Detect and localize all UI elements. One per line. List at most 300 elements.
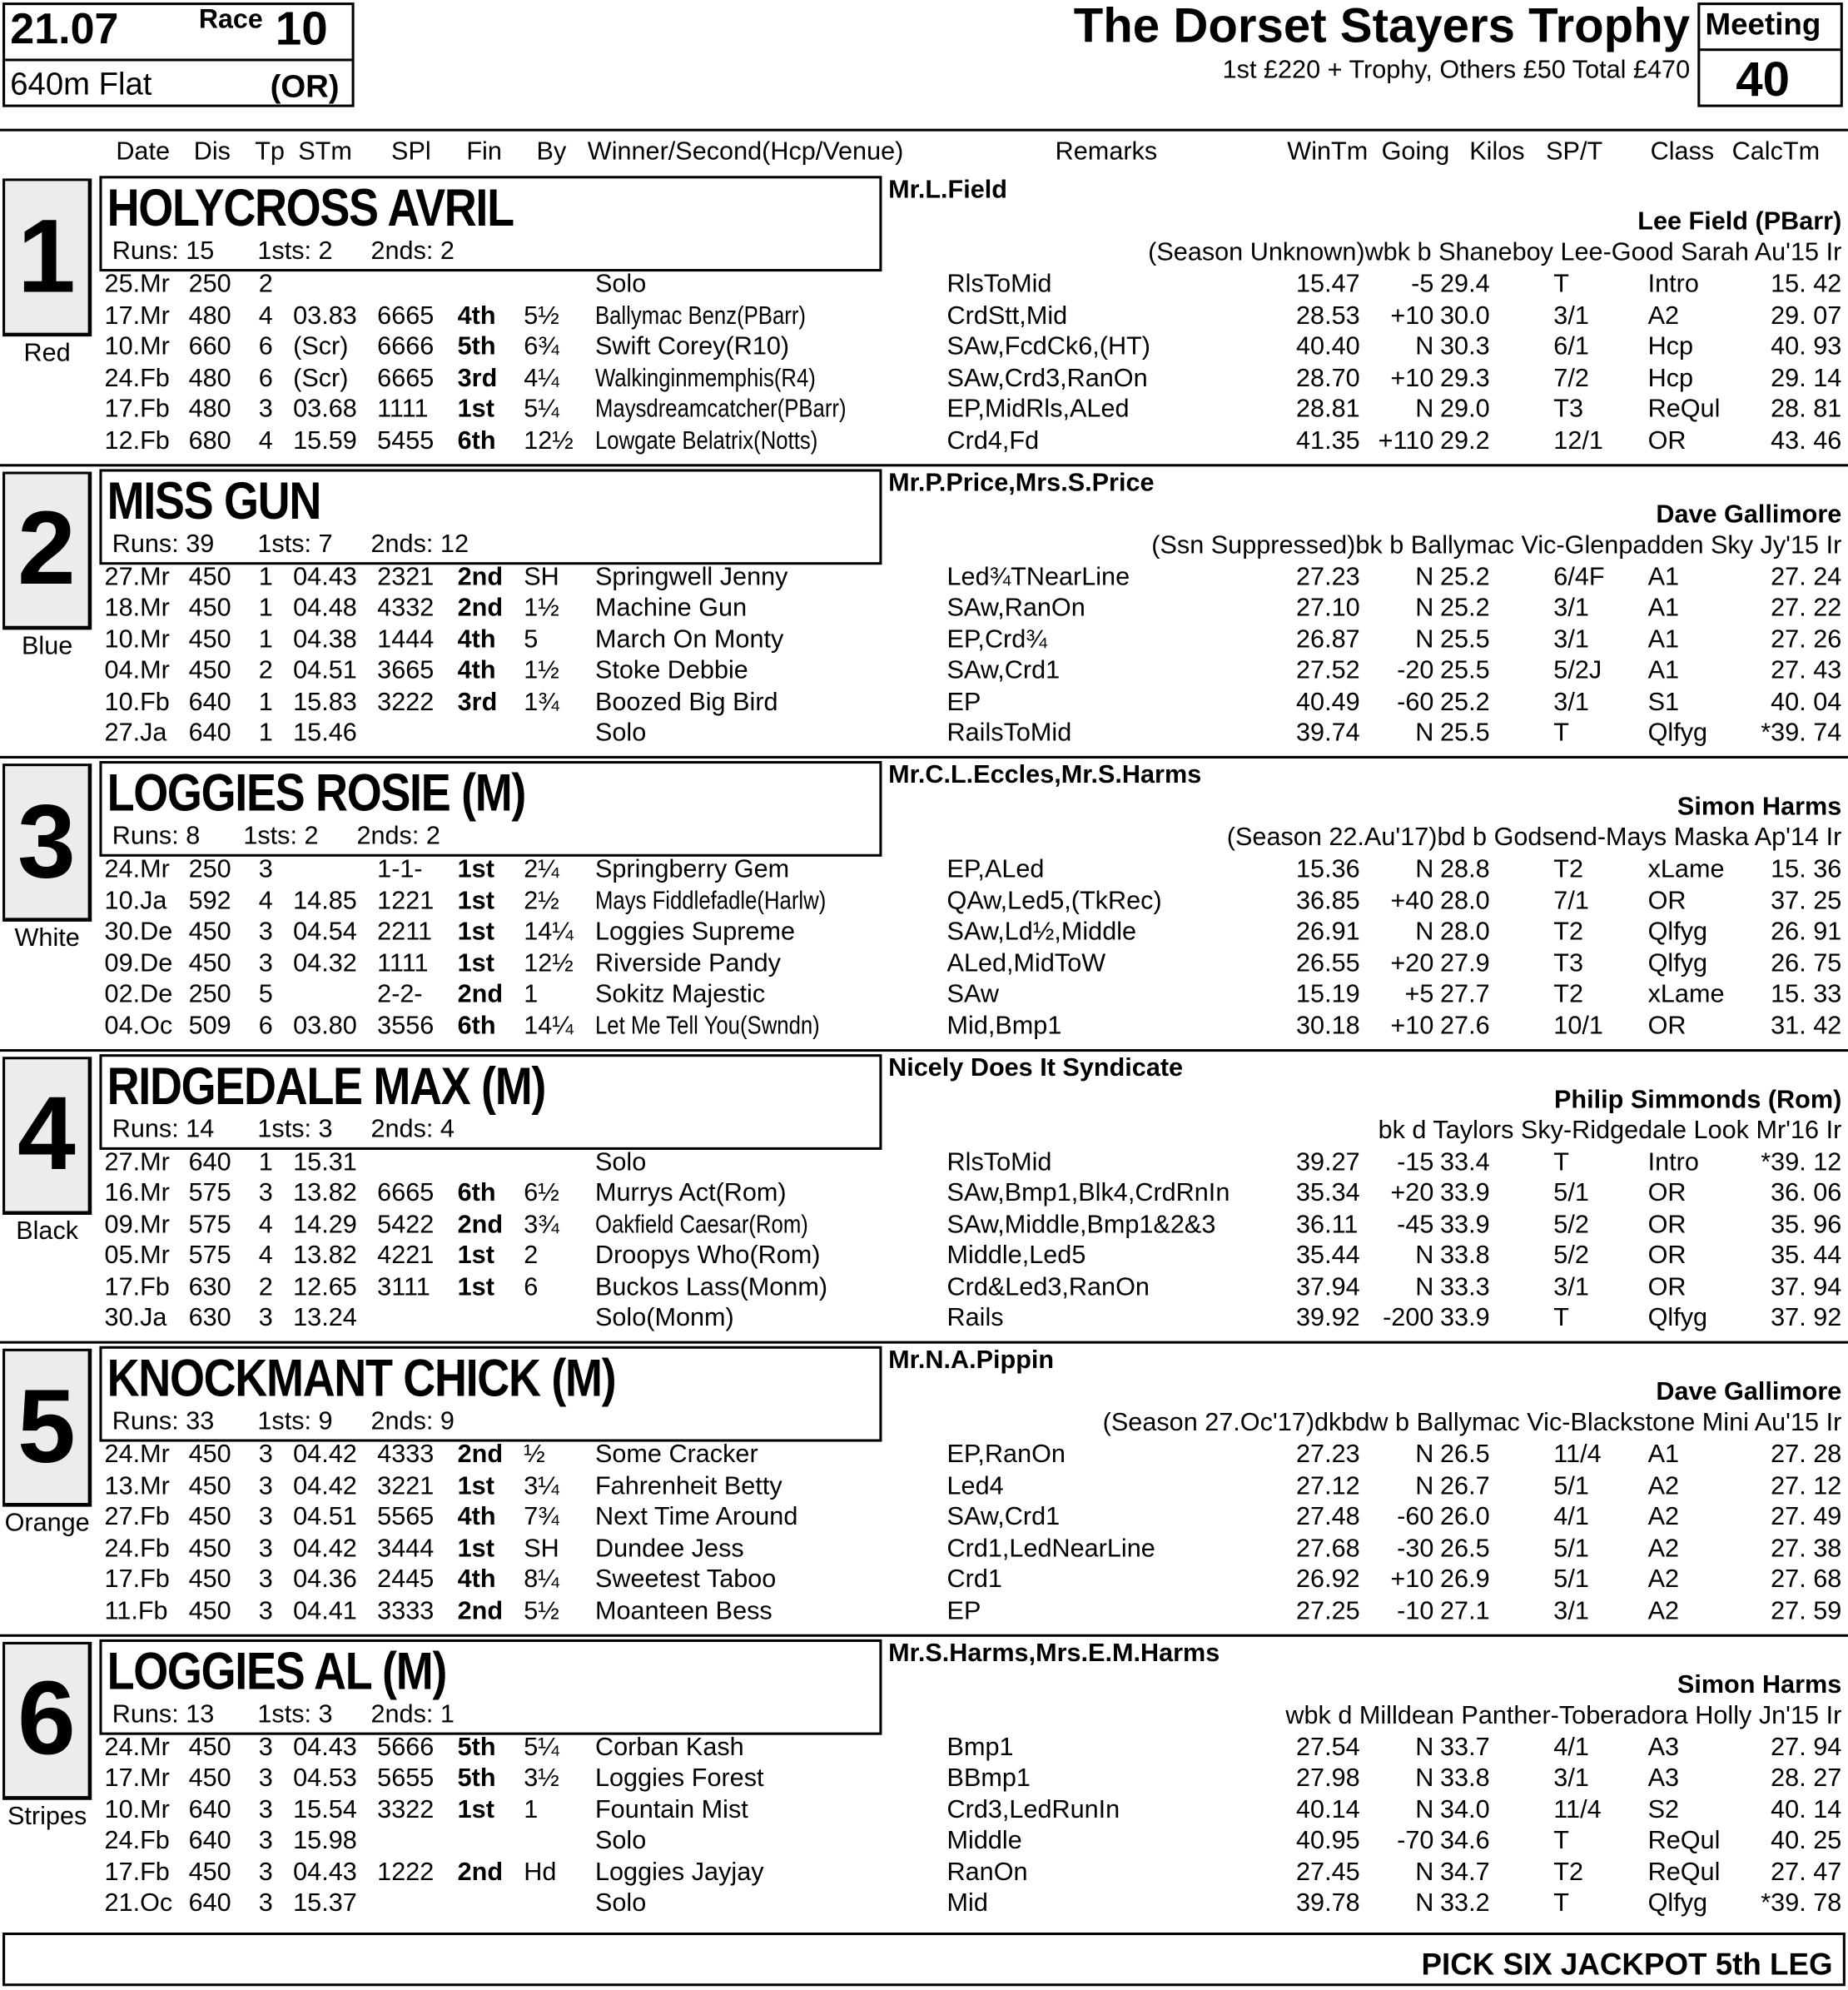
form-going: -30 bbox=[1397, 1534, 1434, 1563]
form-date: 04.Oc bbox=[104, 1011, 173, 1040]
form-winner: Droopys Who(Rom) bbox=[594, 1241, 821, 1270]
form-row bbox=[0, 333, 1848, 365]
form-class: Qlfyg bbox=[1647, 1304, 1708, 1332]
form-going: N bbox=[1415, 1795, 1434, 1824]
form-going: N bbox=[1415, 395, 1434, 424]
form-tp: 3 bbox=[258, 918, 273, 947]
form-winner: Loggies Supreme bbox=[594, 918, 796, 947]
form-going: -5 bbox=[1411, 270, 1434, 299]
form-date: 10.Mr bbox=[104, 332, 170, 361]
form-fin: 1st bbox=[457, 855, 494, 883]
form-class: A2 bbox=[1647, 301, 1680, 330]
form-date: 17.Fb bbox=[104, 395, 170, 424]
form-stm: (Scr) bbox=[293, 332, 349, 361]
form-spt: T bbox=[1553, 719, 1569, 748]
form-tp: 3 bbox=[258, 1503, 273, 1531]
form-stm: 15.46 bbox=[293, 719, 357, 748]
form-remarks: EP bbox=[946, 1596, 981, 1625]
form-remarks: EP bbox=[946, 687, 981, 716]
col-winner: Winner/Second(Hcp/Venue) bbox=[587, 137, 904, 167]
form-stm: 14.85 bbox=[293, 886, 357, 915]
form-fin: 2nd bbox=[457, 1210, 504, 1239]
footer-box bbox=[2, 1933, 1846, 1986]
form-calctm: 27. 49 bbox=[1771, 1503, 1842, 1531]
form-tp: 1 bbox=[258, 719, 273, 748]
form-tp: 3 bbox=[258, 1764, 273, 1793]
form-kilos: 26.5 bbox=[1440, 1534, 1490, 1563]
form-by: 4¼ bbox=[524, 364, 559, 392]
col-kilos: Kilos bbox=[1469, 137, 1525, 167]
form-row bbox=[0, 1472, 1848, 1504]
form-by: 5½ bbox=[524, 1596, 559, 1625]
form-dis: 575 bbox=[188, 1179, 231, 1207]
form-stm: 13.24 bbox=[293, 1304, 357, 1332]
form-kilos: 33.9 bbox=[1440, 1179, 1490, 1207]
form-stm: 13.82 bbox=[293, 1179, 357, 1207]
dog-name-box bbox=[99, 761, 882, 857]
form-tp: 3 bbox=[258, 1795, 273, 1824]
col-fin: Fin bbox=[466, 137, 502, 167]
form-stm: 04.38 bbox=[293, 624, 357, 654]
form-fin: 6th bbox=[457, 426, 496, 455]
form-dis: 575 bbox=[188, 1210, 231, 1239]
form-going: N bbox=[1415, 719, 1434, 748]
trap-colour: Orange bbox=[4, 1509, 90, 1538]
form-class: S1 bbox=[1647, 687, 1680, 716]
form-wintm: 35.44 bbox=[1296, 1241, 1360, 1270]
form-by: ½ bbox=[524, 1440, 545, 1469]
form-kilos: 29.2 bbox=[1440, 426, 1490, 455]
form-going: +10 bbox=[1390, 1011, 1434, 1040]
form-calctm: 37. 25 bbox=[1771, 886, 1842, 915]
form-wintm: 28.81 bbox=[1296, 395, 1360, 424]
form-row bbox=[0, 1535, 1848, 1566]
form-winner: Lowgate Belatrix(Notts) bbox=[594, 426, 818, 455]
form-spt: 7/1 bbox=[1553, 886, 1589, 915]
form-going: N bbox=[1415, 1733, 1434, 1762]
form-by: 1¾ bbox=[524, 687, 559, 716]
form-winner: Machine Gun bbox=[594, 594, 748, 623]
form-date: 09.Mr bbox=[104, 1210, 170, 1239]
form-by: 5 bbox=[524, 624, 539, 654]
runner-block bbox=[0, 1051, 1848, 1343]
form-winner: Some Cracker bbox=[594, 1440, 758, 1469]
runner-block bbox=[0, 759, 1848, 1051]
form-date: 27.Fb bbox=[104, 1503, 170, 1531]
firsts-count: 1sts: 2 bbox=[257, 236, 333, 266]
trap-colour: White bbox=[14, 923, 80, 953]
form-date: 24.Mr bbox=[104, 855, 170, 883]
form-spt: 3/1 bbox=[1553, 624, 1589, 654]
form-dis: 450 bbox=[188, 948, 231, 978]
form-row bbox=[0, 1241, 1848, 1273]
form-kilos: 33.9 bbox=[1440, 1304, 1490, 1332]
form-fin: 1st bbox=[457, 886, 494, 915]
form-tp: 1 bbox=[258, 594, 273, 623]
form-winner: March On Monty bbox=[594, 624, 784, 654]
trap-number: 6 bbox=[2, 1641, 92, 1799]
form-calctm: 37. 94 bbox=[1771, 1272, 1842, 1301]
dog-name: LOGGIES ROSIE (M) bbox=[107, 764, 526, 823]
form-going: -20 bbox=[1397, 656, 1434, 685]
form-fin: 2nd bbox=[457, 562, 504, 591]
form-winner: Maysdreamcatcher(PBarr) bbox=[594, 395, 847, 424]
form-remarks: QAw,Led5,(TkRec) bbox=[946, 886, 1162, 915]
form-calctm: 26. 75 bbox=[1771, 948, 1842, 978]
form-spl: 3444 bbox=[377, 1534, 435, 1563]
form-tp: 3 bbox=[258, 1733, 273, 1762]
meeting-label: Meeting bbox=[1705, 7, 1821, 42]
form-spl: 2445 bbox=[377, 1565, 435, 1594]
col-dis: Dis bbox=[193, 137, 231, 167]
form-remarks: SAw,RanOn bbox=[946, 594, 1085, 623]
form-spl: 1111 bbox=[377, 948, 429, 978]
owner-name: Mr.L.Field bbox=[888, 176, 1008, 204]
form-by: 1 bbox=[524, 980, 539, 1009]
form-tp: 5 bbox=[258, 980, 273, 1009]
form-date: 18.Mr bbox=[104, 594, 170, 623]
form-going: N bbox=[1415, 1888, 1434, 1918]
form-calctm: *39. 78 bbox=[1761, 1888, 1842, 1918]
form-spt: 12/1 bbox=[1553, 426, 1603, 455]
form-calctm: 37. 92 bbox=[1771, 1304, 1842, 1332]
form-spt: T bbox=[1553, 1147, 1569, 1177]
form-dis: 450 bbox=[188, 624, 231, 654]
form-spl: 3221 bbox=[377, 1471, 435, 1500]
form-fin: 4th bbox=[457, 1503, 496, 1531]
form-calctm: 35. 96 bbox=[1771, 1210, 1842, 1239]
form-wintm: 26.91 bbox=[1296, 918, 1360, 947]
form-wintm: 26.55 bbox=[1296, 948, 1360, 978]
form-date: 09.De bbox=[104, 948, 173, 978]
form-calctm: 40. 25 bbox=[1771, 1826, 1842, 1855]
form-winner: Springberry Gem bbox=[594, 855, 790, 883]
form-spl: 6665 bbox=[377, 1179, 435, 1207]
form-by: 3½ bbox=[524, 1764, 559, 1793]
form-wintm: 40.40 bbox=[1296, 332, 1360, 361]
form-calctm: 43. 46 bbox=[1771, 426, 1842, 455]
form-calctm: 27. 38 bbox=[1771, 1534, 1842, 1563]
form-by: 12½ bbox=[524, 426, 574, 455]
form-row bbox=[0, 1503, 1848, 1535]
form-dis: 680 bbox=[188, 426, 231, 455]
form-remarks: RlsToMid bbox=[946, 1147, 1052, 1177]
firsts-count: 1sts: 3 bbox=[257, 1699, 333, 1729]
form-row bbox=[0, 855, 1848, 887]
trainer-name: Lee Field (PBarr) bbox=[1637, 207, 1842, 236]
form-row bbox=[0, 1858, 1848, 1889]
form-stm: 15.98 bbox=[293, 1826, 357, 1855]
form-tp: 3 bbox=[258, 948, 273, 978]
form-calctm: 29. 14 bbox=[1771, 364, 1842, 392]
form-dis: 450 bbox=[188, 594, 231, 623]
form-spl: 3665 bbox=[377, 656, 435, 685]
form-spt: 5/2 bbox=[1553, 1210, 1589, 1239]
runner-block bbox=[0, 1344, 1848, 1636]
form-wintm: 37.94 bbox=[1296, 1272, 1360, 1301]
form-tp: 4 bbox=[258, 426, 273, 455]
form-going: N bbox=[1415, 1440, 1434, 1469]
form-winner: Buckos Lass(Monm) bbox=[594, 1272, 828, 1301]
firsts-count: 1sts: 7 bbox=[257, 530, 333, 558]
form-date: 11.Fb bbox=[104, 1596, 168, 1625]
form-class: Intro bbox=[1647, 270, 1699, 299]
form-kilos: 33.4 bbox=[1440, 1147, 1490, 1177]
form-spt: T2 bbox=[1553, 980, 1584, 1009]
form-remarks: SAw,Crd1 bbox=[946, 656, 1061, 685]
form-spt: T bbox=[1553, 270, 1569, 299]
firsts-count: 1sts: 2 bbox=[243, 822, 319, 851]
col-going: Going bbox=[1381, 137, 1450, 167]
form-stm: 04.43 bbox=[293, 562, 357, 591]
race-time: 21.07 bbox=[10, 5, 119, 54]
form-dis: 450 bbox=[188, 1858, 231, 1887]
form-remarks: Mid,Bmp1 bbox=[946, 1011, 1062, 1040]
form-kilos: 29.3 bbox=[1440, 364, 1490, 392]
form-fin: 1st bbox=[457, 1795, 494, 1824]
form-row bbox=[0, 1012, 1848, 1043]
form-calctm: *39. 12 bbox=[1761, 1147, 1842, 1177]
form-spt: 6/1 bbox=[1553, 332, 1589, 361]
runner-block bbox=[0, 173, 1848, 465]
form-kilos: 34.6 bbox=[1440, 1826, 1490, 1855]
runs-count: Runs: 39 bbox=[112, 530, 215, 558]
form-row bbox=[0, 1827, 1848, 1858]
form-fin: 4th bbox=[457, 656, 496, 685]
form-wintm: 27.12 bbox=[1296, 1471, 1360, 1500]
form-calctm: 27. 47 bbox=[1771, 1858, 1842, 1887]
form-stm: 04.42 bbox=[293, 1440, 357, 1469]
dog-name: KNOCKMANT CHICK (M) bbox=[107, 1348, 616, 1408]
form-row bbox=[0, 887, 1848, 918]
form-spl: 2211 bbox=[377, 918, 433, 947]
trap-colour: Red bbox=[23, 339, 71, 367]
col-calctm: CalcTm bbox=[1731, 137, 1821, 167]
form-class: ReQul bbox=[1647, 1826, 1721, 1855]
form-stm: 04.43 bbox=[293, 1733, 357, 1762]
form-tp: 3 bbox=[258, 1826, 273, 1855]
form-winner: Stoke Debbie bbox=[594, 656, 748, 685]
form-wintm: 27.45 bbox=[1296, 1858, 1360, 1887]
form-dis: 592 bbox=[188, 886, 231, 915]
form-calctm: 15. 36 bbox=[1771, 855, 1842, 883]
form-class: Hcp bbox=[1647, 332, 1694, 361]
form-going: N bbox=[1415, 624, 1434, 654]
form-row bbox=[0, 364, 1848, 396]
form-spl: 1222 bbox=[377, 1858, 435, 1887]
form-spt: 5/2J bbox=[1553, 656, 1602, 685]
form-calctm: 27. 43 bbox=[1771, 656, 1842, 685]
dog-name: MISS GUN bbox=[107, 470, 321, 530]
form-by: 2 bbox=[524, 1241, 539, 1270]
form-calctm: 27. 22 bbox=[1771, 594, 1842, 623]
form-row bbox=[0, 625, 1848, 657]
form-fin: 1st bbox=[457, 1534, 494, 1563]
form-wintm: 27.52 bbox=[1296, 656, 1360, 685]
form-class: OR bbox=[1647, 1272, 1687, 1301]
form-remarks: RailsToMid bbox=[946, 719, 1072, 748]
form-row bbox=[0, 1733, 1848, 1764]
form-date: 10.Ja bbox=[104, 886, 167, 915]
form-dis: 250 bbox=[188, 855, 231, 883]
form-calctm: 15. 42 bbox=[1771, 270, 1842, 299]
form-remarks: SAw,Bmp1,Blk4,CrdRnIn bbox=[946, 1179, 1230, 1207]
form-stm: 04.32 bbox=[293, 948, 357, 978]
trap-colour: Blue bbox=[22, 631, 73, 660]
form-fin: 5th bbox=[457, 332, 496, 361]
form-wintm: 27.23 bbox=[1296, 1440, 1360, 1469]
form-class: OR bbox=[1647, 886, 1687, 915]
form-wintm: 39.92 bbox=[1296, 1304, 1360, 1332]
form-wintm: 26.92 bbox=[1296, 1565, 1360, 1594]
breeding-line: bk d Taylors Sky-Ridgedale Look Mr'16 Ir bbox=[1378, 1116, 1842, 1145]
form-class: Qlfyg bbox=[1647, 918, 1708, 947]
form-dis: 480 bbox=[188, 395, 231, 424]
form-going: +40 bbox=[1390, 886, 1434, 915]
form-spl: 5666 bbox=[377, 1733, 435, 1762]
meeting-number: 40 bbox=[1736, 53, 1790, 107]
form-spl: 2-2- bbox=[377, 980, 423, 1009]
runs-summary bbox=[112, 1407, 455, 1436]
form-remarks: Crd4,Fd bbox=[946, 426, 1040, 455]
form-tp: 3 bbox=[258, 1440, 273, 1469]
form-dis: 630 bbox=[188, 1272, 231, 1301]
breeding-line: (Season 22.Au'17)bd b Godsend-Mays Maska Ap'14 Ir bbox=[1226, 823, 1842, 852]
form-spt: T2 bbox=[1553, 918, 1584, 947]
form-winner: Solo bbox=[594, 1147, 647, 1177]
form-spt: 7/2 bbox=[1553, 364, 1589, 392]
form-date: 17.Fb bbox=[104, 1565, 170, 1594]
trainer-name: Philip Simmonds (Rom) bbox=[1553, 1085, 1842, 1114]
form-spt: 5/2 bbox=[1553, 1241, 1589, 1270]
runner-separator bbox=[0, 756, 1848, 759]
form-spt: T bbox=[1553, 1888, 1569, 1918]
form-kilos: 33.3 bbox=[1440, 1272, 1490, 1301]
form-tp: 2 bbox=[258, 270, 273, 299]
runs-count: Runs: 13 bbox=[112, 1699, 215, 1729]
form-winner: Fahrenheit Betty bbox=[594, 1471, 782, 1500]
form-kilos: 25.2 bbox=[1440, 687, 1490, 716]
form-fin: 3rd bbox=[457, 364, 498, 392]
trap-number: 3 bbox=[2, 764, 92, 922]
form-calctm: 26. 91 bbox=[1771, 918, 1842, 947]
form-winner: Loggies Jayjay bbox=[594, 1858, 764, 1887]
form-remarks: CrdStt,Mid bbox=[946, 301, 1068, 330]
form-going: -10 bbox=[1397, 1596, 1434, 1625]
form-date: 30.Ja bbox=[104, 1304, 167, 1332]
form-by: 5¼ bbox=[524, 1733, 559, 1762]
runner-block bbox=[0, 466, 1848, 759]
form-kilos: 29.0 bbox=[1440, 395, 1490, 424]
form-spt: 11/4 bbox=[1553, 1795, 1602, 1824]
form-wintm: 27.10 bbox=[1296, 594, 1360, 623]
form-class: OR bbox=[1647, 1241, 1687, 1270]
form-dis: 450 bbox=[188, 918, 231, 947]
form-fin: 2nd bbox=[457, 1858, 504, 1887]
form-date: 27.Mr bbox=[104, 1147, 170, 1177]
form-row bbox=[0, 594, 1848, 625]
form-class: OR bbox=[1647, 1011, 1687, 1040]
form-stm: 15.37 bbox=[293, 1888, 357, 1918]
form-fin: 6th bbox=[457, 1011, 496, 1040]
form-going: +5 bbox=[1404, 980, 1434, 1009]
seconds-count: 2nds: 2 bbox=[370, 236, 455, 266]
form-remarks: SAw,Middle,Bmp1&2&3 bbox=[946, 1210, 1216, 1239]
form-date: 04.Mr bbox=[104, 656, 170, 685]
form-date: 27.Ja bbox=[104, 719, 167, 748]
form-by: 7¾ bbox=[524, 1503, 559, 1531]
form-dis: 640 bbox=[188, 1888, 231, 1918]
form-dis: 509 bbox=[188, 1011, 231, 1040]
form-row bbox=[0, 1304, 1848, 1336]
form-dis: 450 bbox=[188, 1440, 231, 1469]
runs-count: Runs: 15 bbox=[112, 236, 215, 266]
form-spt: 3/1 bbox=[1553, 1764, 1589, 1793]
form-remarks: Bmp1 bbox=[946, 1733, 1014, 1762]
form-fin: 2nd bbox=[457, 1440, 504, 1469]
form-row bbox=[0, 1148, 1848, 1180]
form-remarks: Crd1,LedNearLine bbox=[946, 1534, 1155, 1563]
trap-number: 1 bbox=[2, 178, 92, 336]
form-tp: 6 bbox=[258, 332, 273, 361]
form-remarks: SAw,FcdCk6,(HT) bbox=[946, 332, 1150, 361]
meeting-divider bbox=[1700, 48, 1840, 51]
form-date: 13.Mr bbox=[104, 1471, 170, 1500]
form-remarks: BBmp1 bbox=[946, 1764, 1031, 1793]
dog-name: RIDGEDALE MAX (M) bbox=[107, 1056, 546, 1115]
form-class: A2 bbox=[1647, 1565, 1680, 1594]
form-spt: 3/1 bbox=[1553, 1596, 1589, 1625]
runs-count: Runs: 33 bbox=[112, 1407, 215, 1435]
trainer-name: Dave Gallimore bbox=[1656, 500, 1842, 529]
form-remarks: SAw,Ld½,Middle bbox=[946, 918, 1137, 947]
form-tp: 3 bbox=[258, 395, 273, 424]
form-row bbox=[0, 688, 1848, 719]
form-dis: 450 bbox=[188, 1503, 231, 1531]
form-class: S2 bbox=[1647, 1795, 1680, 1824]
form-tp: 3 bbox=[258, 1596, 273, 1625]
form-row bbox=[0, 1565, 1848, 1597]
form-date: 05.Mr bbox=[104, 1241, 170, 1270]
form-stm: 03.83 bbox=[293, 301, 357, 330]
breeding-line: (Season 27.Oc'17)dkbdw b Ballymac Vic-Blackstone Mini Au'15 Ir bbox=[1102, 1408, 1842, 1437]
form-dis: 250 bbox=[188, 270, 231, 299]
form-wintm: 15.19 bbox=[1296, 980, 1360, 1009]
form-winner: Fountain Mist bbox=[594, 1795, 748, 1824]
form-spt: 6/4F bbox=[1553, 562, 1605, 591]
form-kilos: 28.0 bbox=[1440, 918, 1490, 947]
form-dis: 640 bbox=[188, 687, 231, 716]
runner-block bbox=[0, 1636, 1848, 1928]
form-spt: T2 bbox=[1553, 855, 1584, 883]
trap-number: 5 bbox=[2, 1349, 92, 1507]
form-class: A2 bbox=[1647, 1471, 1680, 1500]
form-tp: 3 bbox=[258, 1304, 273, 1332]
form-spl: 3322 bbox=[377, 1795, 435, 1824]
trainer-name: Dave Gallimore bbox=[1656, 1378, 1842, 1406]
form-dis: 450 bbox=[188, 656, 231, 685]
form-wintm: 15.36 bbox=[1296, 855, 1360, 883]
form-class: Qlfyg bbox=[1647, 948, 1708, 978]
form-spt: 5/1 bbox=[1553, 1565, 1589, 1594]
form-spl: 4333 bbox=[377, 1440, 435, 1469]
form-kilos: 27.7 bbox=[1440, 980, 1490, 1009]
form-by: Hd bbox=[524, 1858, 557, 1887]
form-remarks: Crd3,LedRunIn bbox=[946, 1795, 1120, 1824]
race-prizes: 1st £220 + Trophy, Others £50 Total £470 bbox=[1222, 56, 1691, 85]
col-spl: SPl bbox=[391, 137, 431, 167]
form-going: -60 bbox=[1397, 1503, 1434, 1531]
